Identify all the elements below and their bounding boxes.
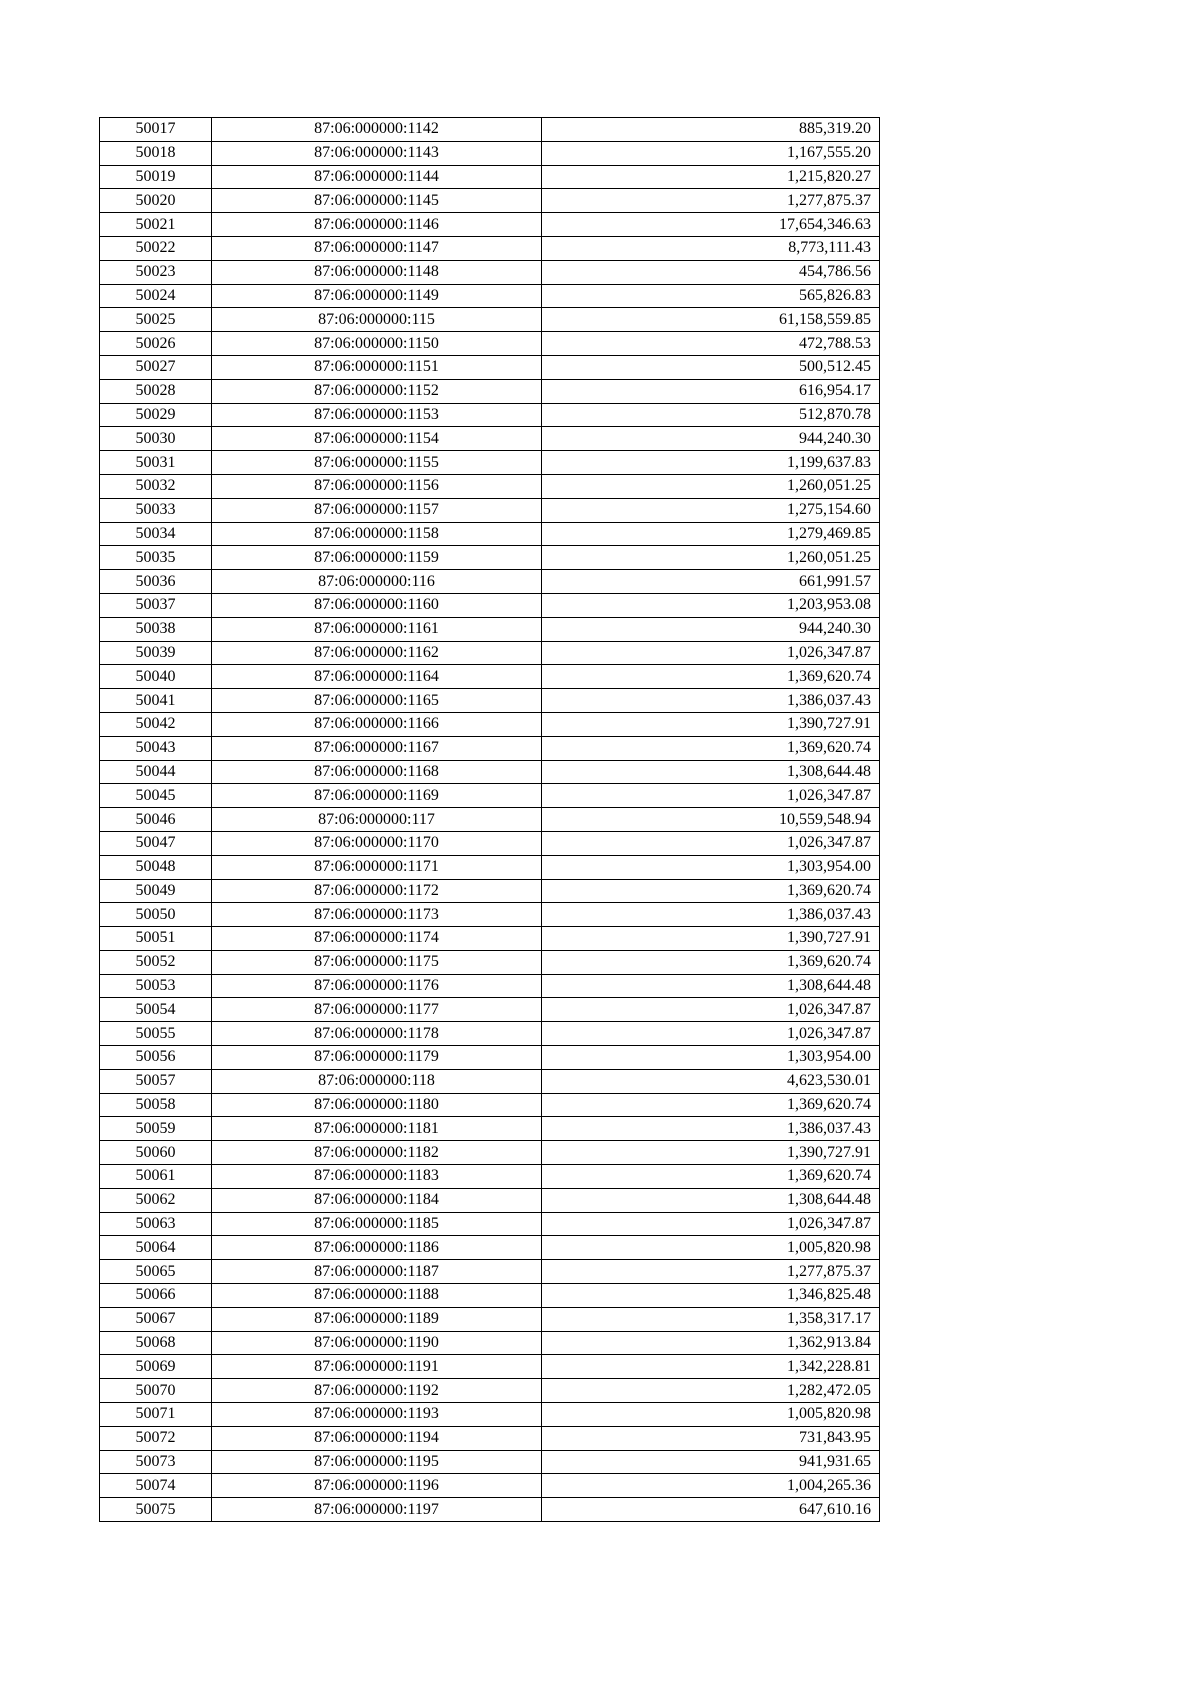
value-cell: 1,308,644.48 — [542, 1188, 880, 1212]
cadastral-number-cell: 87:06:000000:1197 — [212, 1498, 542, 1522]
cadastral-number-cell: 87:06:000000:1168 — [212, 760, 542, 784]
table-row — [100, 998, 880, 1022]
cadastral-number-cell: 87:06:000000:1151 — [212, 355, 542, 379]
table-row — [100, 1069, 880, 1093]
cadastral-number-cell: 87:06:000000:116 — [212, 570, 542, 594]
row-number-cell: 50036 — [100, 570, 212, 594]
row-number-cell: 50061 — [100, 1165, 212, 1189]
cadastral-number-cell: 87:06:000000:1167 — [212, 736, 542, 760]
value-cell: 1,279,469.85 — [542, 522, 880, 546]
table-row — [100, 1450, 880, 1474]
cadastral-number-cell: 87:06:000000:1155 — [212, 451, 542, 475]
table-row — [100, 641, 880, 665]
cadastral-number-cell: 87:06:000000:1166 — [212, 712, 542, 736]
table-row — [100, 950, 880, 974]
cadastral-value-table — [99, 117, 880, 1522]
value-cell: 61,158,559.85 — [542, 308, 880, 332]
table-row — [100, 808, 880, 832]
value-cell: 731,843.95 — [542, 1426, 880, 1450]
row-number-cell: 50022 — [100, 236, 212, 260]
cadastral-number-cell: 87:06:000000:1186 — [212, 1236, 542, 1260]
table-row — [100, 689, 880, 713]
value-cell: 941,931.65 — [542, 1450, 880, 1474]
value-cell: 1,215,820.27 — [542, 165, 880, 189]
value-cell: 647,610.16 — [542, 1498, 880, 1522]
cadastral-number-cell: 87:06:000000:1143 — [212, 141, 542, 165]
value-cell: 1,369,620.74 — [542, 1165, 880, 1189]
value-cell: 1,369,620.74 — [542, 950, 880, 974]
cadastral-number-cell: 87:06:000000:1149 — [212, 284, 542, 308]
table-row — [100, 1212, 880, 1236]
value-cell: 512,870.78 — [542, 403, 880, 427]
row-number-cell: 50023 — [100, 260, 212, 284]
table-row — [100, 260, 880, 284]
row-number-cell: 50048 — [100, 855, 212, 879]
cadastral-number-cell: 87:06:000000:1152 — [212, 379, 542, 403]
table-row — [100, 403, 880, 427]
table-row — [100, 427, 880, 451]
table-row — [100, 1141, 880, 1165]
table-row — [100, 522, 880, 546]
row-number-cell: 50062 — [100, 1188, 212, 1212]
table-row — [100, 927, 880, 951]
value-cell: 1,026,347.87 — [542, 1022, 880, 1046]
row-number-cell: 50029 — [100, 403, 212, 427]
value-cell: 500,512.45 — [542, 355, 880, 379]
row-number-cell: 50063 — [100, 1212, 212, 1236]
value-cell: 1,308,644.48 — [542, 974, 880, 998]
cadastral-number-cell: 87:06:000000:1177 — [212, 998, 542, 1022]
row-number-cell: 50033 — [100, 498, 212, 522]
table-row — [100, 1498, 880, 1522]
cadastral-number-cell: 87:06:000000:1195 — [212, 1450, 542, 1474]
row-number-cell: 50070 — [100, 1379, 212, 1403]
value-cell: 885,319.20 — [542, 118, 880, 142]
row-number-cell: 50018 — [100, 141, 212, 165]
row-number-cell: 50032 — [100, 474, 212, 498]
cadastral-number-cell: 87:06:000000:1146 — [212, 213, 542, 237]
row-number-cell: 50060 — [100, 1141, 212, 1165]
table-row — [100, 379, 880, 403]
table-row — [100, 118, 880, 142]
cadastral-number-cell: 87:06:000000:1157 — [212, 498, 542, 522]
row-number-cell: 50069 — [100, 1355, 212, 1379]
table-row — [100, 760, 880, 784]
cadastral-number-cell: 87:06:000000:1150 — [212, 332, 542, 356]
row-number-cell: 50055 — [100, 1022, 212, 1046]
value-cell: 1,026,347.87 — [542, 784, 880, 808]
row-number-cell: 50051 — [100, 927, 212, 951]
row-number-cell: 50026 — [100, 332, 212, 356]
value-cell: 17,654,346.63 — [542, 213, 880, 237]
value-cell: 944,240.30 — [542, 617, 880, 641]
row-number-cell: 50020 — [100, 189, 212, 213]
cadastral-number-cell: 87:06:000000:117 — [212, 808, 542, 832]
cadastral-number-cell: 87:06:000000:1183 — [212, 1165, 542, 1189]
row-number-cell: 50039 — [100, 641, 212, 665]
row-number-cell: 50046 — [100, 808, 212, 832]
value-cell: 1,303,954.00 — [542, 855, 880, 879]
table-row — [100, 213, 880, 237]
row-number-cell: 50073 — [100, 1450, 212, 1474]
cadastral-number-cell: 87:06:000000:1145 — [212, 189, 542, 213]
table-row — [100, 308, 880, 332]
value-cell: 1,303,954.00 — [542, 1046, 880, 1070]
row-number-cell: 50043 — [100, 736, 212, 760]
value-cell: 1,282,472.05 — [542, 1379, 880, 1403]
cadastral-number-cell: 87:06:000000:1184 — [212, 1188, 542, 1212]
row-number-cell: 50041 — [100, 689, 212, 713]
row-number-cell: 50056 — [100, 1046, 212, 1070]
row-number-cell: 50064 — [100, 1236, 212, 1260]
row-number-cell: 50044 — [100, 760, 212, 784]
row-number-cell: 50072 — [100, 1426, 212, 1450]
cadastral-number-cell: 87:06:000000:1176 — [212, 974, 542, 998]
cadastral-number-cell: 87:06:000000:1160 — [212, 593, 542, 617]
row-number-cell: 50074 — [100, 1474, 212, 1498]
value-cell: 1,260,051.25 — [542, 546, 880, 570]
value-cell: 1,390,727.91 — [542, 1141, 880, 1165]
row-number-cell: 50065 — [100, 1260, 212, 1284]
row-number-cell: 50035 — [100, 546, 212, 570]
table-row — [100, 1379, 880, 1403]
value-cell: 1,203,953.08 — [542, 593, 880, 617]
value-cell: 565,826.83 — [542, 284, 880, 308]
row-number-cell: 50047 — [100, 831, 212, 855]
cadastral-number-cell: 87:06:000000:1165 — [212, 689, 542, 713]
table-row — [100, 1355, 880, 1379]
cadastral-number-cell: 87:06:000000:1179 — [212, 1046, 542, 1070]
cadastral-number-cell: 87:06:000000:118 — [212, 1069, 542, 1093]
row-number-cell: 50025 — [100, 308, 212, 332]
value-cell: 1,167,555.20 — [542, 141, 880, 165]
value-cell: 1,005,820.98 — [542, 1236, 880, 1260]
table-row — [100, 879, 880, 903]
row-number-cell: 50049 — [100, 879, 212, 903]
table-row — [100, 665, 880, 689]
cadastral-number-cell: 87:06:000000:1187 — [212, 1260, 542, 1284]
table-row — [100, 189, 880, 213]
cadastral-number-cell: 87:06:000000:1153 — [212, 403, 542, 427]
row-number-cell: 50050 — [100, 903, 212, 927]
value-cell: 1,199,637.83 — [542, 451, 880, 475]
row-number-cell: 50042 — [100, 712, 212, 736]
table-row — [100, 1188, 880, 1212]
row-number-cell: 50045 — [100, 784, 212, 808]
row-number-cell: 50053 — [100, 974, 212, 998]
table-row — [100, 784, 880, 808]
row-number-cell: 50058 — [100, 1093, 212, 1117]
row-number-cell: 50068 — [100, 1331, 212, 1355]
row-number-cell: 50021 — [100, 213, 212, 237]
value-cell: 1,005,820.98 — [542, 1403, 880, 1427]
table-row — [100, 1236, 880, 1260]
table-row — [100, 1165, 880, 1189]
value-cell: 472,788.53 — [542, 332, 880, 356]
value-cell: 1,026,347.87 — [542, 1212, 880, 1236]
value-cell: 1,386,037.43 — [542, 689, 880, 713]
value-cell: 4,623,530.01 — [542, 1069, 880, 1093]
cadastral-number-cell: 87:06:000000:1185 — [212, 1212, 542, 1236]
table-row — [100, 736, 880, 760]
row-number-cell: 50052 — [100, 950, 212, 974]
table-row — [100, 712, 880, 736]
cadastral-number-cell: 87:06:000000:115 — [212, 308, 542, 332]
value-cell: 1,275,154.60 — [542, 498, 880, 522]
table-row — [100, 903, 880, 927]
row-number-cell: 50027 — [100, 355, 212, 379]
table-row — [100, 1022, 880, 1046]
cadastral-number-cell: 87:06:000000:1193 — [212, 1403, 542, 1427]
table-row — [100, 1331, 880, 1355]
row-number-cell: 50028 — [100, 379, 212, 403]
cadastral-number-cell: 87:06:000000:1169 — [212, 784, 542, 808]
cadastral-number-cell: 87:06:000000:1164 — [212, 665, 542, 689]
cadastral-number-cell: 87:06:000000:1189 — [212, 1307, 542, 1331]
value-cell: 1,026,347.87 — [542, 641, 880, 665]
cadastral-number-cell: 87:06:000000:1171 — [212, 855, 542, 879]
value-cell: 1,026,347.87 — [542, 998, 880, 1022]
cadastral-number-cell: 87:06:000000:1175 — [212, 950, 542, 974]
table-row — [100, 284, 880, 308]
table-row — [100, 332, 880, 356]
table-row — [100, 617, 880, 641]
table-row — [100, 570, 880, 594]
row-number-cell: 50075 — [100, 1498, 212, 1522]
value-cell: 1,369,620.74 — [542, 879, 880, 903]
cadastral-number-cell: 87:06:000000:1181 — [212, 1117, 542, 1141]
value-cell: 1,346,825.48 — [542, 1284, 880, 1308]
value-cell: 1,386,037.43 — [542, 1117, 880, 1141]
value-cell: 661,991.57 — [542, 570, 880, 594]
cadastral-number-cell: 87:06:000000:1188 — [212, 1284, 542, 1308]
table-row — [100, 141, 880, 165]
cadastral-number-cell: 87:06:000000:1190 — [212, 1331, 542, 1355]
value-cell: 8,773,111.43 — [542, 236, 880, 260]
value-cell: 1,390,727.91 — [542, 927, 880, 951]
cadastral-number-cell: 87:06:000000:1178 — [212, 1022, 542, 1046]
row-number-cell: 50037 — [100, 593, 212, 617]
cadastral-number-cell: 87:06:000000:1173 — [212, 903, 542, 927]
value-cell: 1,004,265.36 — [542, 1474, 880, 1498]
table-row — [100, 451, 880, 475]
value-cell: 1,277,875.37 — [542, 189, 880, 213]
table-row — [100, 1046, 880, 1070]
value-cell: 1,026,347.87 — [542, 831, 880, 855]
table-row — [100, 1284, 880, 1308]
cadastral-number-cell: 87:06:000000:1144 — [212, 165, 542, 189]
table-row — [100, 236, 880, 260]
cadastral-number-cell: 87:06:000000:1142 — [212, 118, 542, 142]
row-number-cell: 50038 — [100, 617, 212, 641]
table-row — [100, 974, 880, 998]
value-cell: 1,390,727.91 — [542, 712, 880, 736]
value-cell: 1,369,620.74 — [542, 736, 880, 760]
value-cell: 1,358,317.17 — [542, 1307, 880, 1331]
table-row — [100, 165, 880, 189]
table-body — [100, 118, 880, 1522]
row-number-cell: 50071 — [100, 1403, 212, 1427]
cadastral-number-cell: 87:06:000000:1180 — [212, 1093, 542, 1117]
table-row — [100, 1093, 880, 1117]
value-cell: 944,240.30 — [542, 427, 880, 451]
table-row — [100, 498, 880, 522]
row-number-cell: 50057 — [100, 1069, 212, 1093]
table-row — [100, 546, 880, 570]
cadastral-number-cell: 87:06:000000:1147 — [212, 236, 542, 260]
value-cell: 454,786.56 — [542, 260, 880, 284]
table-row — [100, 474, 880, 498]
table-row — [100, 1117, 880, 1141]
table-row — [100, 855, 880, 879]
table-row — [100, 1307, 880, 1331]
value-cell: 1,369,620.74 — [542, 665, 880, 689]
value-cell: 1,369,620.74 — [542, 1093, 880, 1117]
row-number-cell: 50054 — [100, 998, 212, 1022]
row-number-cell: 50059 — [100, 1117, 212, 1141]
cadastral-number-cell: 87:06:000000:1174 — [212, 927, 542, 951]
table-row — [100, 1260, 880, 1284]
row-number-cell: 50031 — [100, 451, 212, 475]
cadastral-number-cell: 87:06:000000:1194 — [212, 1426, 542, 1450]
row-number-cell: 50034 — [100, 522, 212, 546]
cadastral-number-cell: 87:06:000000:1154 — [212, 427, 542, 451]
table-row — [100, 1474, 880, 1498]
table-row — [100, 1426, 880, 1450]
value-cell: 1,362,913.84 — [542, 1331, 880, 1355]
value-cell: 1,308,644.48 — [542, 760, 880, 784]
cadastral-number-cell: 87:06:000000:1159 — [212, 546, 542, 570]
cadastral-number-cell: 87:06:000000:1170 — [212, 831, 542, 855]
cadastral-number-cell: 87:06:000000:1182 — [212, 1141, 542, 1165]
row-number-cell: 50017 — [100, 118, 212, 142]
row-number-cell: 50030 — [100, 427, 212, 451]
row-number-cell: 50024 — [100, 284, 212, 308]
value-cell: 1,277,875.37 — [542, 1260, 880, 1284]
cadastral-number-cell: 87:06:000000:1172 — [212, 879, 542, 903]
cadastral-number-cell: 87:06:000000:1191 — [212, 1355, 542, 1379]
value-cell: 1,342,228.81 — [542, 1355, 880, 1379]
cadastral-number-cell: 87:06:000000:1148 — [212, 260, 542, 284]
table-row — [100, 593, 880, 617]
table-row — [100, 1403, 880, 1427]
cadastral-number-cell: 87:06:000000:1196 — [212, 1474, 542, 1498]
row-number-cell: 50066 — [100, 1284, 212, 1308]
row-number-cell: 50040 — [100, 665, 212, 689]
cadastral-number-cell: 87:06:000000:1158 — [212, 522, 542, 546]
cadastral-number-cell: 87:06:000000:1162 — [212, 641, 542, 665]
table-row — [100, 831, 880, 855]
cadastral-number-cell: 87:06:000000:1192 — [212, 1379, 542, 1403]
value-cell: 1,386,037.43 — [542, 903, 880, 927]
value-cell: 1,260,051.25 — [542, 474, 880, 498]
cadastral-number-cell: 87:06:000000:1156 — [212, 474, 542, 498]
value-cell: 616,954.17 — [542, 379, 880, 403]
table-row — [100, 355, 880, 379]
cadastral-number-cell: 87:06:000000:1161 — [212, 617, 542, 641]
row-number-cell: 50019 — [100, 165, 212, 189]
value-cell: 10,559,548.94 — [542, 808, 880, 832]
row-number-cell: 50067 — [100, 1307, 212, 1331]
